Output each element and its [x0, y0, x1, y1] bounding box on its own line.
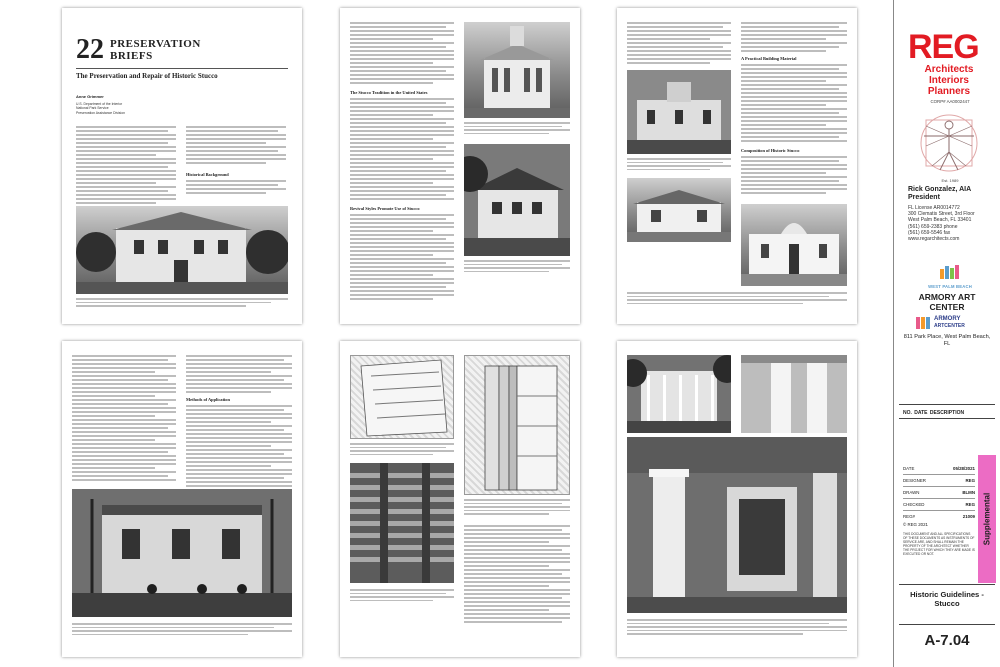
drawing-sheet: 22 PRESERVATION BRIEFS The Preservation and Repair of Historic Stucco Anne Grimmer U.S. Department of the Interior National Park Service Preservation Assistance Division Historical Background The Stucco Tradition in the United States Revival Styles Promote Use of Stucco A Practical Building Material Composition of Historic Stucco Methods of Application REG Architects Interiors Planners CORP# AA0002447 Est. 1989 Rick Gonzalez, AIA President FL License AR0014772 300 Clematis Street, 3rd Floor West Palm Beach, FL 33401 (561) 659-2383 phone (561) 659-5546 fax www.regarchitects.com WEST PALM BEACH ARMORY ART CENTER ARMORY ARTCENTER 811 Park Place, West Palm Beach, FL NO. DATE DESCRIPTION Supplemental DATE 05/28/2021 DESIGNER REG DRAWN BLMN CHECKED REG REG# 21009 © REG 2021 THIS DOCUMENT AND ALL SPECIFICATIONS OF THESE DOCUMENTS AS INSTRUMENTS OF SERVICE ARE, AND SHALL REMAIN THE PROPERTY OF THE ARCHITECT WHETHER THE PROJECT FOR WHICH THEY ARE MADE IS EXECUTED OR NOT. Historic Guidelines - Stucco A-7.04 [0, 0, 1000, 667]
p4-col-1 [72, 355, 176, 483]
p4-col-2 [186, 355, 292, 395]
supplemental-tab [978, 455, 996, 583]
agency-line-3: Preservation Assistance Division [76, 110, 125, 115]
firm-address-2: West Palm Beach, FL 33401 [908, 217, 972, 224]
p2-col-1 [350, 22, 454, 86]
heading-composition: Composition of Historic Stucco [741, 148, 800, 153]
firm-established: Est. 1989 [941, 178, 959, 183]
brief-page-2 [340, 8, 580, 324]
firm-line-2: Interiors [928, 75, 969, 86]
column-detail-illustration [741, 355, 847, 433]
photo-stucco-house [76, 206, 288, 294]
workers-illustration [72, 489, 292, 617]
photo-column-detail [741, 355, 847, 433]
heading-revival: Revival Styles Promote Use of Stucco [350, 206, 420, 211]
city-skyline-icon [918, 263, 982, 279]
rev-rule-bottom [899, 418, 995, 419]
firm-fax: (561) 659-5546 fax [908, 229, 951, 236]
figure-wall-section [464, 355, 570, 495]
caption-workers [72, 623, 292, 637]
p3-col-2 [741, 22, 847, 54]
caption-entrance [627, 619, 847, 637]
body-text-col-1 [76, 126, 176, 206]
sheet-title: Historic Guidelines - Stucco [910, 590, 984, 608]
firm-contact [908, 205, 975, 242]
photo-spanish-revival [741, 204, 847, 286]
brief-agency [76, 102, 125, 115]
wall-section-illustration [465, 356, 571, 496]
caption-wood-lath [350, 589, 454, 603]
city-name: WEST PALM BEACH [928, 284, 972, 289]
church-illustration [464, 22, 570, 118]
firm-website[interactable]: www.regarchitects.com [908, 236, 960, 243]
heading-historical-background: Historical Background [186, 172, 229, 177]
armory-logo-icon [914, 315, 986, 331]
mansion-illustration [627, 355, 731, 433]
heading-methods: Methods of Application [186, 397, 230, 402]
armory-logo-text-2: ARTCENTER [934, 323, 965, 329]
firm-line-3: Planners [927, 86, 971, 97]
title-rule [76, 68, 288, 69]
p2-col-1c [350, 214, 454, 302]
photo-mission-building [627, 70, 731, 154]
p2-col-1b [350, 98, 454, 202]
entrance-illustration [627, 437, 847, 613]
brief-page-4 [62, 341, 302, 657]
city-logo [918, 263, 982, 287]
project-name: ARMORY ART CENTER [918, 292, 976, 312]
meta-line-4 [903, 510, 975, 511]
heading-stucco-us: The Stucco Tradition in the United States [350, 90, 428, 95]
firm-principal [908, 186, 971, 202]
bungalow-illustration [627, 178, 731, 242]
p5-col-2 [464, 525, 570, 625]
brief-page-3 [617, 8, 857, 324]
brief-page-5 [340, 341, 580, 657]
spanish-revival-illustration [741, 204, 847, 286]
figure-lath-sketch [350, 355, 454, 439]
caption-mission [627, 158, 731, 172]
armory-logo-text-1: ARMORY [934, 316, 961, 322]
principal-title: President [908, 194, 940, 201]
brief-word-1: PRESERVATION [110, 38, 201, 50]
firm-corp-number: CORP# AA0002447 [930, 99, 970, 104]
mission-illustration [627, 70, 731, 154]
p4-col-2b [186, 405, 292, 493]
photo-mansion-porch [627, 355, 731, 433]
brief-page-1 [62, 8, 302, 324]
p3-col-1 [627, 22, 731, 66]
firm-license: FL License AR0014772 [908, 205, 960, 211]
firm-logo: REG [908, 28, 979, 66]
firm-phone: (561) 659-2383 phone [908, 223, 958, 230]
caption-church [464, 122, 570, 136]
photo-tiled-house [464, 144, 570, 256]
sheet-number-rule [899, 624, 995, 625]
p3-col-2b [741, 64, 847, 144]
firm-line-1: Architects [924, 64, 974, 75]
caption-lath [350, 443, 454, 457]
body-text-col-3 [186, 180, 286, 196]
brief-word-2: BRIEFS [110, 50, 153, 62]
p3-col-2c [741, 156, 847, 196]
caption-wall-section [464, 499, 570, 517]
caption-lines-fig1 [76, 298, 288, 309]
meta-line-2 [903, 486, 975, 487]
agency-line-1: U.S. Department of the Interior [76, 102, 123, 106]
brief-number: 22 [76, 34, 104, 65]
agency-line-2: National Park Service [76, 106, 109, 111]
supplemental-label: Supplemental [982, 492, 992, 546]
brief-title: The Preservation and Repair of Historic Stucco [76, 72, 218, 80]
principal-name: Rick Gonzalez, AIA [908, 186, 972, 193]
heading-practical: A Practical Building Material [741, 56, 797, 61]
photo-church [464, 22, 570, 118]
rev-rule-top [899, 404, 995, 405]
brief-series [110, 38, 201, 62]
lath-illustration [351, 356, 455, 440]
photo-entrance-column [627, 437, 847, 613]
wood-lath-illustration [350, 463, 454, 583]
house-illustration [76, 206, 288, 294]
project-address: 811 Park Place, West Palm Beach, FL [903, 334, 991, 347]
house-2-illustration [464, 144, 570, 256]
brief-page-6 [617, 341, 857, 657]
firm-address-1: 300 Clematis Street, 3rd Floor [908, 211, 975, 218]
disclaimer-text: THIS DOCUMENT AND ALL SPECIFICATIONS OF THESE DOCUMENTS AS INSTRUMENTS OF SERVICE ARE, AND SHALL REMAIN THE PROPERTY OF THE ARCHITECT WHETHER THE PROJECT FOR WHICH THEY ARE MADE IS EXECUTED OR NOT. [903, 532, 975, 556]
photo-workers-stucco [72, 489, 292, 617]
body-text-col-2 [186, 126, 286, 166]
brief-author: Anne Grimmer [76, 94, 104, 99]
caption-spanish [627, 292, 847, 306]
vitruvian-man-icon [918, 110, 980, 176]
sheet-number: A-7.04 [924, 632, 970, 649]
photo-wood-lath [350, 463, 454, 583]
meta-line-1 [903, 474, 975, 475]
sheet-title-rule [899, 584, 995, 585]
revision-header: NO. DATE DESCRIPTION [903, 410, 965, 416]
caption-tiled-house [464, 260, 570, 274]
meta-line-3 [903, 498, 975, 499]
photo-bungalow [627, 178, 731, 242]
